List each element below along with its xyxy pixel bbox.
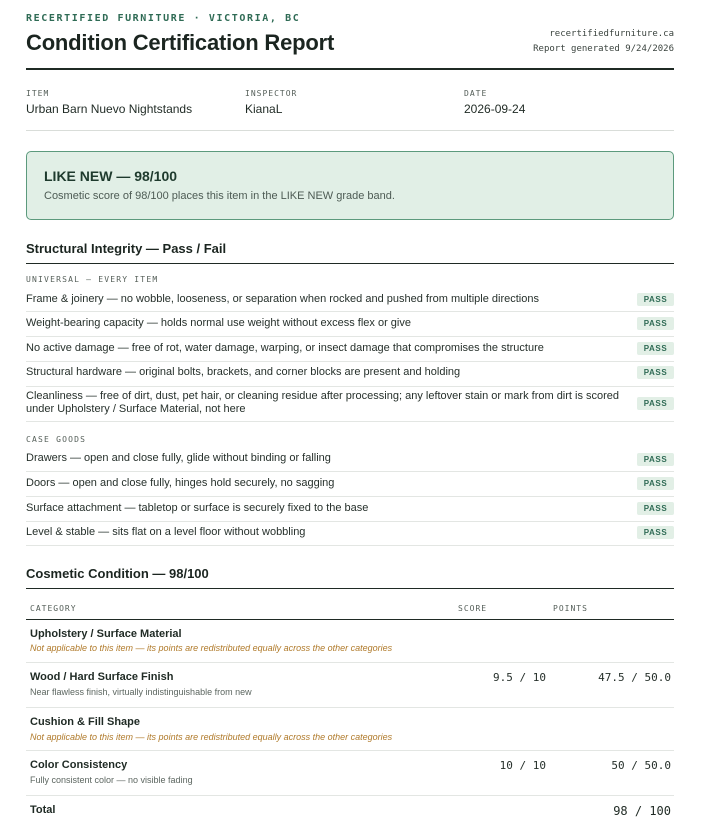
category-points: 50 / 50.0: [611, 759, 671, 772]
check-text: Surface attachment — tabletop or surface is securely fixed to the base: [26, 502, 369, 514]
structural-section-title: Structural Integrity — Pass / Fail: [26, 241, 674, 264]
table-row: [26, 708, 674, 751]
check-row: [26, 312, 674, 337]
check-row: [26, 287, 674, 312]
report-header: [26, 0, 674, 70]
check-text: Structural hardware — original bolts, brackets, and corner blocks are present and holding: [26, 366, 461, 378]
table-row: [26, 663, 674, 708]
check-text: Drawers — open and close fully, glide without binding or falling: [26, 452, 331, 464]
pass-badge: PASS: [637, 397, 674, 410]
group-label-case-goods: CASE GOODS: [26, 435, 87, 444]
column-header-score: SCORE: [458, 604, 488, 613]
group-label-universal: UNIVERSAL — EVERY ITEM: [26, 275, 159, 284]
pass-badge: PASS: [637, 342, 674, 355]
check-text: Level & stable — sits flat on a level floor without wobbling: [26, 526, 306, 538]
check-row: [26, 387, 674, 422]
grade-banner: [26, 151, 674, 220]
item-meta: [26, 70, 674, 131]
total-label: Total: [30, 804, 56, 816]
meta-value: Urban Barn Nuevo Nightstands: [26, 102, 193, 116]
check-row: [26, 337, 674, 362]
grade-title: LIKE NEW — 98/100: [44, 168, 178, 184]
pass-badge: PASS: [637, 477, 674, 490]
category-name: Upholstery / Surface Material: [30, 628, 182, 640]
category-score: 9.5 / 10: [493, 671, 546, 684]
pass-badge: PASS: [637, 526, 674, 539]
total-value: 98 / 100: [613, 804, 671, 818]
meta-value: 2026-09-24: [464, 102, 526, 116]
category-score: 10 / 10: [499, 759, 546, 772]
check-text: Frame & joinery — no wobble, looseness, or separation when rocked and pushed from multiple directions: [26, 293, 539, 305]
meta-inspector: [245, 89, 297, 116]
page-title: Condition Certification Report: [26, 30, 335, 55]
table-row: [26, 751, 674, 796]
meta-label: INSPECTOR: [245, 89, 298, 98]
cosmetic-table-header: [26, 597, 674, 620]
generated-date: Report generated 9/24/2026: [533, 44, 674, 54]
pass-badge: PASS: [637, 317, 674, 330]
pass-badge: PASS: [637, 453, 674, 466]
brand-label: RECERTIFIED FURNITURE · VICTORIA, BC: [26, 13, 301, 24]
pass-badge: PASS: [637, 293, 674, 306]
category-name: Color Consistency: [30, 759, 128, 771]
column-header-points: POINTS: [553, 604, 588, 613]
grade-description: Cosmetic score of 98/100 places this item in the LIKE NEW grade band.: [44, 190, 395, 202]
check-text: No active damage — free of rot, water damage, warping, or insect damage that compromises the structure: [26, 342, 544, 354]
check-row: [26, 472, 674, 497]
check-text: Doors — open and close fully, hinges hold securely, no sagging: [26, 477, 335, 489]
meta-value: KianaL: [245, 102, 283, 116]
cosmetic-section-title: Cosmetic Condition — 98/100: [26, 566, 674, 589]
category-note: Not applicable to this item — its points are redistributed equally across the other categories: [30, 643, 393, 653]
pass-badge: PASS: [637, 502, 674, 515]
check-row: [26, 362, 674, 387]
check-row: [26, 497, 674, 522]
meta-item: [26, 89, 192, 116]
category-points: 47.5 / 50.0: [598, 671, 671, 684]
report-page: [26, 0, 674, 818]
meta-label: DATE: [464, 89, 488, 98]
check-row: [26, 522, 674, 546]
check-row: [26, 447, 674, 472]
category-name: Wood / Hard Surface Finish: [30, 671, 174, 683]
category-note: Near flawless finish, virtually indistinguishable from new: [30, 687, 252, 697]
check-text: Weight-bearing capacity — holds normal use weight without excess flex or give: [26, 317, 411, 329]
check-text: Cleanliness — free of dirt, dust, pet hair, or cleaning residue after processing; any leftover stain or mark from dirt is scored under Upholstery / Surface Material, not here: [26, 390, 620, 415]
category-name: Cushion & Fill Shape: [30, 716, 141, 728]
meta-date: [464, 89, 525, 116]
site-url: recertifiedfurniture.ca: [549, 29, 674, 39]
meta-label: ITEM: [26, 89, 50, 98]
column-header-category: CATEGORY: [30, 604, 77, 613]
category-note: Fully consistent color — no visible fading: [30, 775, 193, 785]
table-row: [26, 620, 674, 663]
pass-badge: PASS: [637, 366, 674, 379]
category-note: Not applicable to this item — its points are redistributed equally across the other categories: [30, 732, 393, 742]
